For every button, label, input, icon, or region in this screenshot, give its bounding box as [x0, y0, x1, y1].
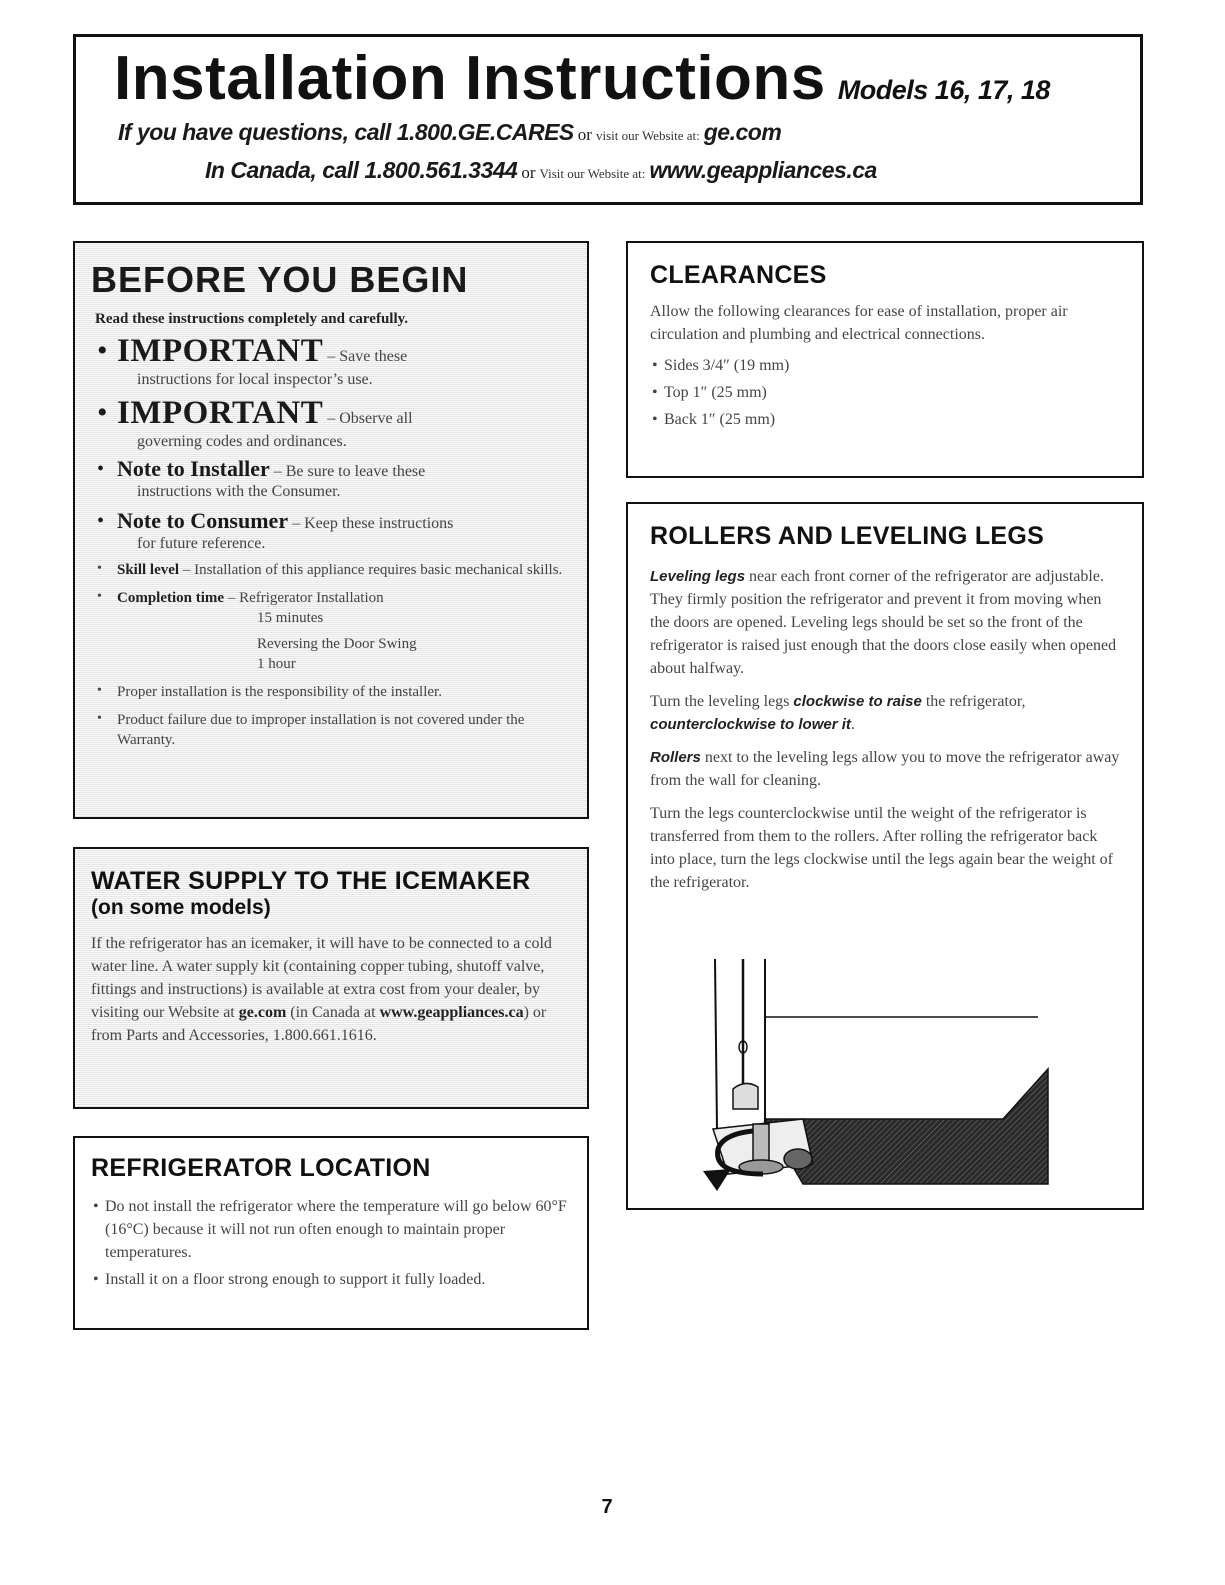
rollers-section: [626, 502, 1144, 1210]
clearances-section: [626, 241, 1144, 478]
note-text: – Be sure to leave these: [269, 463, 426, 480]
important-item-1: [91, 332, 573, 390]
page-title: [114, 43, 1050, 114]
location-bullet: • Do not install the refrigerator where the temperature will go below 60°F (16°C) because it will not run often enough to maintain proper temperatures.: [91, 1195, 573, 1264]
water-supply-subtitle: (on some models): [91, 896, 271, 919]
rollers-paragraph: [650, 690, 1124, 736]
water-supply-text: [91, 932, 567, 1047]
product-failure-text: Product failure due to improper installation is not covered under the Warranty.: [117, 712, 525, 748]
important-text: – Observe all: [323, 410, 413, 427]
rollers-text: Turn the legs counterclockwise until the weight of the refrigerator is transferred from them to the rollers. After rolling the refrigerator back into place, turn the legs clockwise until the legs again bear the weight of the refrigerator.: [650, 805, 1113, 891]
important-text: – Save these: [323, 348, 408, 365]
important-subtext: instructions for local inspector’s use.: [137, 371, 373, 388]
bullet-icon: •: [97, 683, 102, 698]
skill-level-heading: Skill level: [117, 562, 180, 578]
canada-contact-line: [205, 157, 877, 184]
rollers-paragraph: [650, 565, 1124, 680]
water-supply-section: [73, 847, 589, 1109]
before-you-begin-title: BEFORE YOU BEGIN: [91, 259, 469, 300]
title-text: Installation Instructions: [114, 44, 826, 113]
rollers-text: near each front corner of the refrigerator are adjustable. They firmly position the refrigerator and prevent it from moving when the doors are opened. Leveling legs should be set so the front of the refrigerator is raised just enough that the doors close easily when opened about halfway.: [650, 568, 1117, 677]
important-heading: IMPORTANT: [117, 333, 324, 369]
skill-level-text: – Installation of this appliance requires basic mechanical skills.: [179, 562, 563, 578]
ca-call-text: In Canada, call 1.800.561.3344: [205, 157, 518, 183]
clearance-item: • Top 1″ (25 mm): [650, 381, 1124, 404]
clearances-intro: Allow the following clearances for ease of installation, proper air circulation and plumbing and electrical connections.: [650, 303, 1068, 343]
counterclockwise-emphasis: counterclockwise to lower it: [650, 716, 851, 733]
clockwise-emphasis: clockwise to raise: [793, 693, 922, 710]
leveling-legs-lead: Leveling legs: [650, 568, 746, 585]
leveling-leg-illustration: [703, 959, 1073, 1199]
note-text: – Keep these instructions: [288, 515, 454, 532]
clearance-item: • Sides 3/4″ (19 mm): [650, 354, 1124, 377]
proper-installation-text: Proper installation is the responsibility of the installer.: [117, 684, 442, 700]
rollers-lead: Rollers: [650, 749, 701, 766]
rollers-paragraph: [650, 802, 1124, 894]
header-box: [73, 34, 1143, 205]
location-bullet: • Install it on a floor strong enough to support it fully loaded.: [91, 1268, 573, 1291]
bullet-icon: •: [97, 396, 108, 429]
clearances-title: CLEARANCES: [650, 261, 827, 289]
note-to-consumer: [91, 508, 573, 554]
rollers-text: next to the leveling legs allow you to move the refrigerator away from the wall for cleaning.: [650, 749, 1120, 789]
completion-time-line: Reversing the Door Swing: [257, 636, 417, 652]
rollers-body: [650, 565, 1124, 894]
bullet-icon: •: [97, 510, 105, 532]
refrigerator-location-section: [73, 1136, 589, 1330]
water-text-part: If the refrigerator has an icemaker, it will have to be connected to a cold water line. A water supply kit (containing copper tubing, shutoff valve, fittings and instructions) is available at extra cost from your dealer, by visiting our Website at: [91, 935, 552, 1021]
rollers-title: ROLLERS AND LEVELING LEGS: [650, 522, 1045, 550]
before-you-begin-section: [73, 241, 589, 819]
bullet-icon: •: [97, 561, 102, 576]
water-text-part: (in Canada at: [286, 1004, 380, 1021]
completion-time-heading: Completion time: [117, 590, 225, 606]
bullet-icon: •: [97, 711, 102, 726]
us-visit-text: visit our Website at:: [595, 128, 700, 143]
us-contact-line: [118, 119, 781, 146]
rollers-text: the refrigerator,: [921, 693, 1026, 710]
note-heading: Note to Consumer: [117, 508, 289, 533]
rollers-paragraph: [650, 746, 1124, 792]
product-failure-item: [91, 710, 573, 750]
important-subtext: governing codes and ordinances.: [137, 433, 347, 450]
rollers-text: .: [850, 716, 855, 733]
note-subtext: for future reference.: [137, 535, 266, 552]
completion-time-line: 1 hour: [257, 656, 296, 672]
refrigerator-location-title: REFRIGERATOR LOCATION: [91, 1154, 431, 1182]
rollers-text: Turn the leveling legs: [650, 693, 794, 710]
note-subtext: instructions with the Consumer.: [137, 483, 341, 500]
bullet-icon: •: [97, 458, 105, 480]
models-label: Models 16, 17, 18: [837, 75, 1050, 105]
us-call-text: If you have questions, call 1.800.GE.CARES: [118, 119, 574, 145]
water-text-part: ) or from Parts and Accessories, 1.800.661.1616.: [91, 1004, 547, 1044]
bullet-icon: •: [97, 589, 102, 604]
bullet-icon: •: [97, 334, 108, 367]
page-number: 7: [601, 1496, 613, 1518]
ca-or-text: or: [521, 163, 536, 182]
clearance-item: • Back 1″ (25 mm): [650, 408, 1124, 431]
important-item-2: [91, 394, 573, 452]
completion-time-text: – Refrigerator Installation: [224, 590, 384, 606]
proper-installation-item: [91, 682, 573, 702]
ca-website-link[interactable]: www.geappliances.ca: [649, 157, 877, 183]
important-heading: IMPORTANT: [117, 395, 324, 431]
skill-level-item: [91, 560, 573, 580]
us-or-text: or: [577, 125, 592, 144]
note-to-installer: [91, 456, 573, 502]
completion-time-line: 15 minutes: [257, 610, 324, 626]
water-supply-title: WATER SUPPLY TO THE ICEMAKER: [91, 867, 531, 895]
completion-time-item: [91, 588, 573, 674]
before-intro: Read these instructions completely and carefully.: [95, 311, 409, 327]
note-heading: Note to Installer: [117, 456, 270, 481]
ca-visit-text: Visit our Website at:: [539, 166, 646, 181]
ge-website-link[interactable]: ge.com: [238, 1004, 287, 1021]
canada-website-link[interactable]: www.geappliances.ca: [379, 1004, 524, 1021]
us-website-link[interactable]: ge.com: [703, 119, 782, 145]
